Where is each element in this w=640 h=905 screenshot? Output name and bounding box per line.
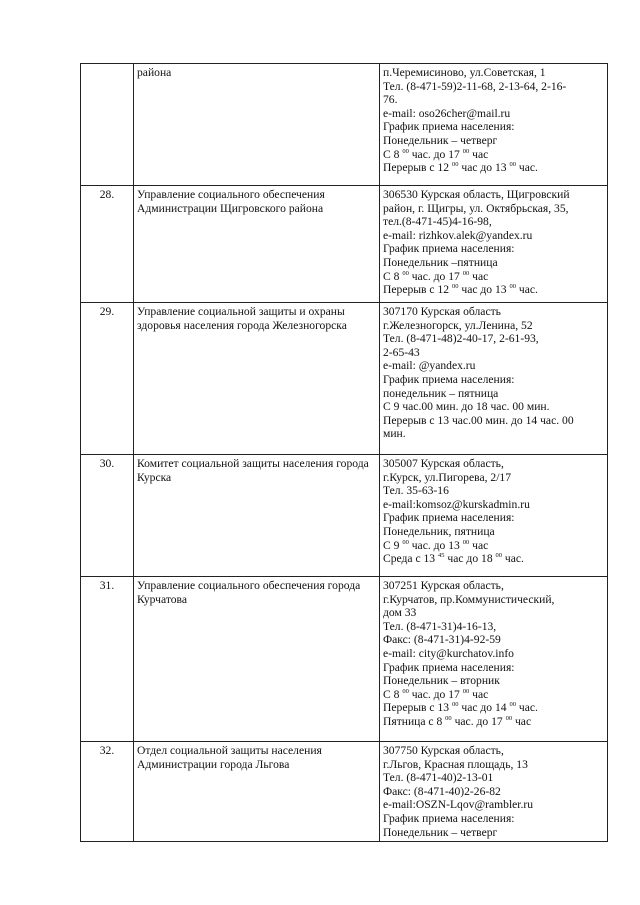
contact-line: район, г. Щигры, ул. Октябрьская, 35, [383,201,569,215]
table-row [81,64,608,186]
contact-line: 305007 Курская область, [383,457,504,470]
contact-line: С 8 $^{00}$ час. до 17 $^{00}$ час [383,269,489,283]
contact-line: График приема населения: [383,120,515,134]
contact-line: Тел. (8-471-31)4-16-13, [383,619,497,633]
table-row [81,455,608,577]
contact-line: Перерыв с 12 $^{00}$ час до 13 $^{00}$ час. [383,161,538,175]
row-number: 29. [81,303,134,455]
contact-line: График приема населения: [383,242,515,256]
row-number: 28. [81,186,134,303]
contact-line[interactable]: e-mail: oso26cher@mail.ru [383,106,511,120]
contact-line: тел.(8-471-45)4-16-98, [383,215,492,229]
contact-details [380,742,608,842]
organization-name: Управление социальной защиты и охраны здоровья населения города Железногорска [134,303,380,455]
contact-line: 307170 Курская область [383,305,501,318]
contact-line: Понедельник – четверг [383,825,498,839]
contact-line: График приема населения: [383,660,515,674]
contact-line: График приема населения: [383,511,515,525]
contact-line: п.Черемисиново, ул.Советская, 1 [383,66,546,79]
contact-line[interactable]: e-mail:OSZN-Lqov@rambler.ru [383,798,534,812]
contact-line: дом 33 [383,606,417,620]
contact-details [380,577,608,742]
contact-line: г.Курчатов, пр.Коммунистический, [383,592,555,606]
contact-line: Факс: (8-471-40)2-26-82 [383,784,501,798]
contact-line: Среда с 13 $^{45}$ час до 18 $^{00}$ час. [383,552,524,566]
table-row [81,303,608,455]
contact-line: Тел. (8-471-59)2-11-68, 2-13-64, 2-16- [383,79,567,93]
contact-line: Факс: (8-471-31)4-92-59 [383,633,501,647]
organization-name: Управление социального обеспечения Администрации Щигровского района [134,186,380,303]
row-number: 30. [81,455,134,577]
contact-details [380,64,608,186]
contact-line: Понедельник –пятница [383,255,498,269]
organization-name: Управление социального обеспечения города Курчатова [134,577,380,742]
table-body [81,64,608,842]
contact-line: Понедельник – четверг [383,133,498,147]
organization-name: Отдел социальной защиты населения Администрации города Льгова [134,742,380,842]
contact-line: 306530 Курская область, Щигровский [383,188,570,201]
table-row [81,742,608,842]
contact-line: 307750 Курская область, [383,744,504,757]
contact-line: Тел. 35-63-16 [383,484,449,498]
contact-details [380,303,608,455]
row-number: 32. [81,742,134,842]
contact-line: С 9 час.00 мин. до 18 час. 00 мин. [383,400,550,414]
contact-line: Понедельник – вторник [383,674,500,688]
contact-line: Тел. (8-471-40)2-13-01 [383,771,494,785]
contact-details [380,455,608,577]
contact-line: Пятница с 8 $^{00}$ час. до 17 $^{00}$ час [383,714,532,728]
contact-line: г.Железногорск, ул.Ленина, 52 [383,318,533,332]
organization-name: района [134,64,380,186]
contact-line: понедельник – пятница [383,386,499,400]
contact-line[interactable]: e-mail: city@kurchatov.info [383,646,514,660]
organization-name: Комитет социальной защиты населения города Курска [134,455,380,577]
contact-line: 2-65-43 [383,345,420,359]
contact-line: Перерыв с 13 $^{00}$ час до 14 $^{00}$ час. [383,701,538,715]
contact-line: Перерыв с 12 $^{00}$ час до 13 $^{00}$ час. [383,283,538,297]
social-services-table [80,63,608,842]
contact-line: Перерыв с 13 час.00 мин. до 14 час. 00 [383,413,574,427]
contact-line: График приема населения: [383,811,515,825]
contact-line: С 8 $^{00}$ час. до 17 $^{00}$ час [383,147,489,161]
contact-line[interactable]: e-mail: @yandex.ru [383,359,476,373]
contact-details [380,186,608,303]
table-row [81,186,608,303]
contact-line: г.Льгов, Красная площадь, 13 [383,757,528,771]
table-row [81,577,608,742]
contact-line: мин. [383,427,406,441]
row-number: 31. [81,577,134,742]
row-number [81,64,134,186]
contact-line: Понедельник, пятница [383,524,495,538]
contact-line: г.Курск, ул.Пигорева, 2/17 [383,470,512,484]
contact-line: График приема населения: [383,372,515,386]
contact-line[interactable]: e-mail: rizhkov.alek@yandex.ru [383,228,533,242]
contact-line: С 8 $^{00}$ час. до 17 $^{00}$ час [383,687,489,701]
contact-line: 76. [383,93,398,107]
contact-line: С 9 $^{00}$ час. до 13 $^{00}$ час [383,538,489,552]
contact-line: 307251 Курская область, [383,579,504,592]
contact-line: Тел. (8-471-48)2-40-17, 2-61-93, [383,332,539,346]
contact-line[interactable]: e-mail:komsoz@kurskadmin.ru [383,497,530,511]
